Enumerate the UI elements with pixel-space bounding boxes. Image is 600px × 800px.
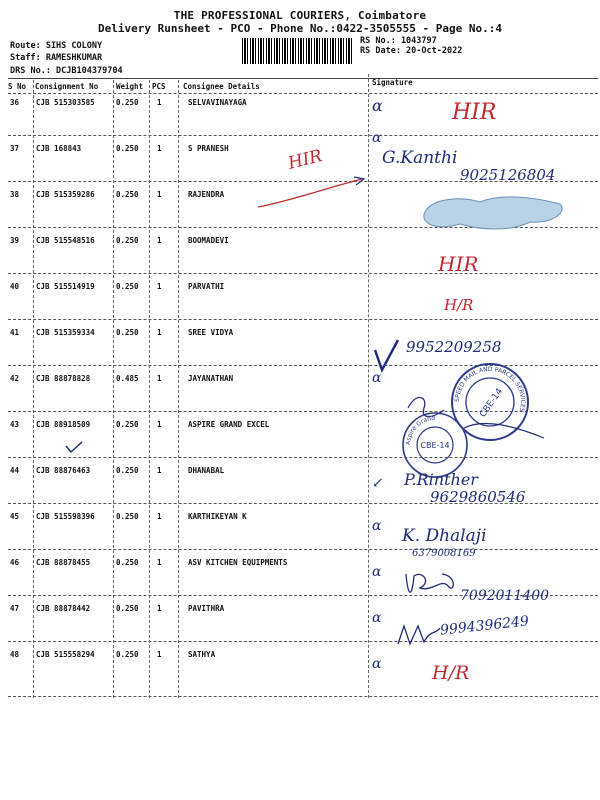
row-rule — [8, 696, 598, 697]
handwritten-phone: 7092011400 — [460, 588, 550, 604]
col-signature: Signature — [372, 78, 413, 87]
weight-cell: 0.250 — [116, 466, 139, 475]
handwritten-name: K. Dhalaji — [402, 526, 487, 546]
signature-scribble — [404, 388, 554, 448]
consignment-cell: CJB 515548516 — [36, 236, 95, 245]
consignee-cell: SELVAVINAYAGA — [188, 98, 247, 107]
pcs-cell: 1 — [157, 604, 162, 613]
handwritten-hir: HIR — [452, 100, 497, 125]
signature-mark: α — [372, 96, 383, 115]
weight-cell: 0.250 — [116, 604, 139, 613]
svg-text:SPEED MAIL AND PARCEL SERVICES: SPEED MAIL AND PARCEL SERVICES — [453, 365, 527, 413]
consignee-cell: ASV KITCHEN EQUIPMENTS — [188, 558, 288, 567]
pcs-cell: 1 — [157, 466, 162, 475]
divider — [113, 80, 114, 698]
pcs-cell: 1 — [157, 236, 162, 245]
weight-cell: 0.250 — [116, 512, 139, 521]
signature-mark: α — [372, 610, 382, 626]
barcode — [242, 38, 352, 64]
handwritten-hir: HIR — [286, 146, 325, 174]
col-consignee: Consignee Details — [183, 82, 260, 91]
sno-cell: 46 — [10, 558, 20, 567]
consignment-cell: CJB 168843 — [36, 144, 82, 153]
pcs-cell: 1 — [157, 328, 162, 337]
rs-number: RS No.: 1043797 — [360, 36, 437, 46]
consignee-cell: SREE VIDYA — [188, 328, 234, 337]
consignment-cell: CJB 88878442 — [36, 604, 91, 613]
sno-cell: 37 — [10, 144, 20, 153]
consignee-cell: PAVITHRA — [188, 604, 225, 613]
col-consignment: Consignment No — [35, 82, 99, 91]
row-rule — [8, 641, 598, 642]
consignee-cell: JAYANATHAN — [188, 374, 234, 383]
weight-cell: 0.250 — [116, 236, 139, 245]
handwritten-hir: H/R — [444, 296, 474, 314]
sno-cell: 40 — [10, 282, 20, 291]
divider — [178, 80, 179, 698]
weight-cell: 0.250 — [116, 144, 139, 153]
handwritten-phone: 9952209258 — [406, 338, 502, 356]
sno-cell: 45 — [10, 512, 20, 521]
consignee-cell: KARTHIKEYAN K — [188, 512, 247, 521]
handwritten-name: G.Kanthi — [382, 148, 458, 168]
checkmark-icon — [372, 338, 402, 374]
handwritten-phone: 6379008169 — [412, 548, 476, 559]
pcs-cell: 1 — [157, 420, 162, 429]
col-sno: S No — [8, 82, 27, 91]
divider — [33, 80, 34, 698]
signature-mark: α — [372, 518, 382, 534]
drs-number: DRS No.: DCJB104379704 — [10, 66, 123, 76]
handwritten-name: P.Rinther — [404, 470, 478, 489]
sno-cell: 43 — [10, 420, 20, 429]
sno-cell: 41 — [10, 328, 20, 337]
pcs-cell: 1 — [157, 558, 162, 567]
signature-scribble — [402, 568, 462, 604]
rs-date: RS Date: 20-Oct-2022 — [360, 46, 463, 56]
header-rule — [8, 93, 598, 94]
staff-label: Staff: RAMESHKUMAR — [10, 53, 103, 63]
row-rule — [8, 549, 598, 550]
handwritten-phone: 9629860546 — [430, 488, 526, 506]
consignment-cell: CJB 515598396 — [36, 512, 95, 521]
consignment-cell: CJB 88878455 — [36, 558, 91, 567]
signature-mark: α — [372, 370, 382, 386]
pcs-cell: 1 — [157, 374, 162, 383]
col-pcs: PCS — [152, 82, 166, 91]
sno-cell: 48 — [10, 650, 20, 659]
row-rule — [8, 273, 598, 274]
svg-text:Aspire Grand: Aspire Grand — [404, 414, 436, 446]
pcs-cell: 1 — [157, 282, 162, 291]
consignment-cell: CJB 88878828 — [36, 374, 91, 383]
pcs-cell: 1 — [157, 190, 162, 199]
consignee-cell: DHANABAL — [188, 466, 225, 475]
weight-cell: 0.250 — [116, 420, 139, 429]
consignee-cell: RAJENDRA — [188, 190, 225, 199]
redacted-scribble — [420, 190, 570, 236]
consignment-cell: CJB 88876463 — [36, 466, 91, 475]
consignment-cell: CJB 515359334 — [36, 328, 95, 337]
signature-mark: ↙ — [372, 475, 384, 491]
company-title: THE PROFESSIONAL COURIERS, Coimbatore — [173, 9, 427, 22]
handwritten-hir: H/R — [432, 662, 470, 684]
signature-scribble — [394, 620, 444, 650]
weight-cell: 0.250 — [116, 650, 139, 659]
pcs-cell: 1 — [157, 650, 162, 659]
consignment-cell: CJB 88918509 — [36, 420, 91, 429]
consignment-cell: CJB 515359286 — [36, 190, 95, 199]
handwritten-phone: 9994396249 — [439, 613, 530, 639]
sno-cell: 38 — [10, 190, 20, 199]
consignee-cell: BOOMADEVI — [188, 236, 229, 245]
sno-cell: 42 — [10, 374, 20, 383]
weight-cell: 0.250 — [116, 558, 139, 567]
svg-text:CBE-14: CBE-14 — [478, 386, 506, 420]
sno-cell: 39 — [10, 236, 20, 245]
sno-cell: 36 — [10, 98, 20, 107]
pcs-cell: 1 — [157, 144, 162, 153]
sno-cell: 44 — [10, 466, 20, 475]
pcs-cell: 1 — [157, 98, 162, 107]
sno-cell: 47 — [10, 604, 20, 613]
consignment-cell: CJB 515558294 — [36, 650, 95, 659]
weight-cell: 0.250 — [116, 190, 139, 199]
route-label: Route: SIHS COLONY — [10, 41, 103, 51]
weight-cell: 0.485 — [116, 374, 139, 383]
weight-cell: 0.250 — [116, 98, 139, 107]
row-rule — [8, 319, 598, 320]
consignment-cell: CJB 515514919 — [36, 282, 95, 291]
weight-cell: 0.250 — [116, 282, 139, 291]
consignee-cell: PARVATHI — [188, 282, 225, 291]
col-weight: Weight — [116, 82, 144, 91]
consignee-cell: SATHYA — [188, 650, 216, 659]
checkmark-icon — [64, 440, 84, 454]
row-rule — [8, 457, 598, 458]
handwritten-hir: HIR — [438, 252, 479, 276]
svg-text:CBE-14: CBE-14 — [420, 441, 450, 450]
row-rule — [8, 135, 598, 136]
consignee-cell: ASPIRE GRAND EXCEL — [188, 420, 270, 429]
signature-mark: α — [372, 564, 382, 580]
consignment-cell: CJB 515303585 — [36, 98, 95, 107]
signature-mark: α — [372, 130, 382, 146]
runsheet-subtitle: Delivery Runsheet - PCO - Phone No.:0422-3505555 - Page No.:4 — [98, 22, 502, 35]
handwritten-arrow — [250, 175, 370, 215]
signature-mark: α — [372, 656, 382, 672]
divider — [368, 74, 369, 698]
weight-cell: 0.250 — [116, 328, 139, 337]
divider — [149, 80, 150, 698]
table-top-rule — [8, 78, 598, 79]
handwritten-phone: 9025126804 — [460, 166, 556, 184]
pcs-cell: 1 — [157, 512, 162, 521]
consignee-cell: S PRANESH — [188, 144, 229, 153]
